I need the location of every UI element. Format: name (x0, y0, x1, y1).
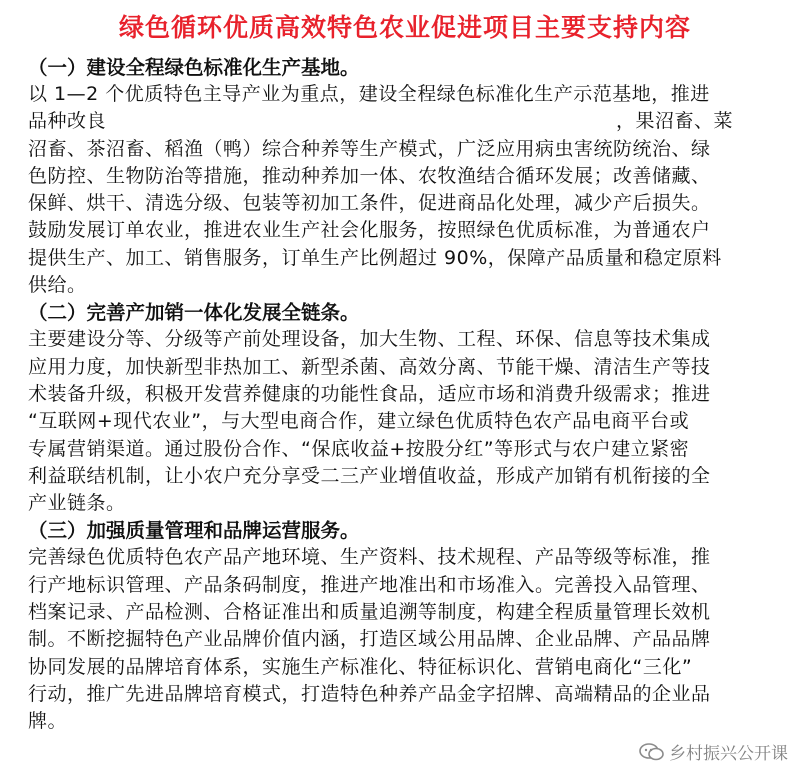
section-heading: （一）建设全程绿色标准化生产基地。 (28, 56, 360, 79)
paragraph-line: 供给。 (28, 274, 87, 297)
paragraph-line: 保鲜、烘干、清选分级、包装等初加工条件，促进商品化处理，减少产后损失。 (28, 192, 711, 215)
section-heading: （二）完善产加销一体化发展全链条。 (28, 301, 360, 325)
paragraph-line: 提供生产、加工、销售服务，订单生产比例超过 90%，保障产品质量和稳定原料 (28, 246, 722, 269)
paragraph-line: 主要建设分等、分级等产前处理设备，加大生物、工程、环保、信息等技术集成 (28, 328, 711, 351)
paragraph-line: 利益联结机制，让小农户充分享受二三产业增值收益，形成产加销有机衔接的全 (28, 464, 711, 487)
paragraph-line: 术装备升级，积极开发营养健康的功能性食品，适应市场和消费升级需求；推进 (28, 382, 711, 405)
paragraph-line: “互联网+现代农业”，与大型电商合作，建立绿色优质特色农产品电商平台或 (28, 410, 690, 433)
watermark-text: 乡村振兴公开课 (669, 744, 788, 764)
paragraph-line: 产业链条。 (28, 492, 126, 515)
paragraph-line: 协同发展的品牌培育体系，实施生产标准化、特征标识化、营销电商化“三化” (28, 655, 693, 678)
line-fragment: 品种改良 (28, 110, 107, 133)
section-3 (28, 517, 782, 735)
paragraph-line: 以 1—2 个优质特色主导产业为重点，建设全程绿色标准化生产示范基地，推进 (28, 83, 710, 105)
paragraph-line: 制。不断挖掘特色产业品牌价值内涵，打造区域公用品牌、企业品牌、产品品牌 (28, 628, 711, 651)
section-2 (28, 299, 782, 517)
paragraph-line: 鼓励发展订单农业，推进农业生产社会化服务，按照绿色优质标准，为普通农户 (28, 219, 711, 242)
wechat-bubble-icon (639, 742, 665, 762)
section-heading: （三）加强质量管理和品牌运营服务。 (28, 519, 360, 543)
paragraph-line: 应用力度，加快新型非热加工、新型杀菌、高效分离、节能干燥、清洁生产等技 (28, 355, 711, 378)
section-1 (28, 54, 782, 299)
paragraph-line: 档案记录、产品检测、合格证准出和质量追溯等制度，构建全程质量管理长效机 (28, 601, 711, 624)
watermark (639, 739, 788, 764)
document-title: 绿色循环优质高效特色农业促进项目主要支持内容 (118, 13, 691, 42)
paragraph-line: 专属营销渠道。通过股份合作、“保底收益+按股分红”等形式与农户建立紧密 (28, 437, 690, 460)
paragraph-line: 行产地标识管理、产品条码制度，推进产地准出和市场准入。完善投入品管理、 (28, 573, 711, 596)
paragraph-line: 沼畜、茶沼畜、稻渔（鸭）综合种养等生产模式，广泛应用病虫害统防统治、绿 (28, 137, 711, 160)
paragraph-line: 色防控、生物防治等措施，推动种养加一体、农牧渔结合循环发展；改善储藏、 (28, 164, 711, 187)
line-fragment: ，果沼畜、菜 (616, 110, 734, 133)
paragraph-line: 牌。 (28, 710, 68, 733)
paragraph-line (28, 108, 782, 135)
paragraph-line: 行动，推广先进品牌培育模式，打造特色种养产品金字招牌、高端精品的企业品 (28, 682, 711, 705)
paragraph-line: 完善绿色优质特色农产品产地环境、生产资料、技术规程、产品等级等标准，推 (28, 546, 711, 569)
